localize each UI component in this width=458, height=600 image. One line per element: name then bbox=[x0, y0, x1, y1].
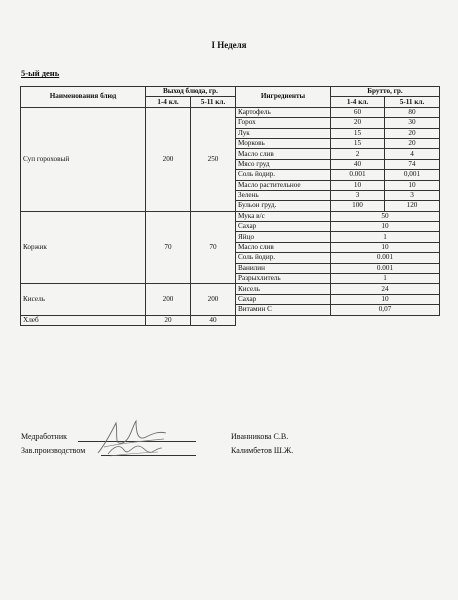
header-output: Выход блюда, гр. bbox=[146, 87, 236, 97]
ingredient-name: Масло растительное bbox=[236, 180, 331, 190]
dish-output-1-4: 200 bbox=[146, 284, 191, 315]
gross-5-11: 3 bbox=[385, 190, 440, 200]
page-title: I Неделя bbox=[211, 40, 247, 50]
handwritten-signature-production bbox=[104, 440, 164, 462]
gross-value: 0,07 bbox=[331, 305, 440, 315]
dish-output-5-11: 200 bbox=[191, 284, 236, 315]
ingredient-name: Ванилин bbox=[236, 263, 331, 273]
ingredient-name: Соль йодир. bbox=[236, 170, 331, 180]
ingredient-name: Кисель bbox=[236, 284, 331, 294]
ingredient-name: Сахар bbox=[236, 294, 331, 304]
gross-1-4: 20 bbox=[331, 118, 385, 128]
header-output-5-11: 5-11 кл. bbox=[191, 97, 236, 107]
ingredient-name: Масло слив bbox=[236, 242, 331, 252]
table-row bbox=[21, 107, 440, 117]
dish-output-5-11: 70 bbox=[191, 211, 236, 284]
gross-value: 0.001 bbox=[331, 253, 440, 263]
gross-5-11: 20 bbox=[385, 128, 440, 138]
menu-table-body bbox=[21, 107, 440, 325]
dish-name: Коржик bbox=[21, 211, 146, 284]
gross-1-4: 15 bbox=[331, 138, 385, 148]
header-gross: Брутто, гр. bbox=[331, 87, 440, 97]
gross-1-4: 40 bbox=[331, 159, 385, 169]
gross-value: 10 bbox=[331, 294, 440, 304]
signature-name-medical: Иванникова С.В. bbox=[231, 432, 289, 441]
header-ingredients: Ингредиенты bbox=[236, 87, 331, 108]
gross-value: 0.001 bbox=[331, 263, 440, 273]
gross-5-11: 30 bbox=[385, 118, 440, 128]
ingredient-name: Мука в/с bbox=[236, 211, 331, 221]
dish-name: Суп гороховый bbox=[21, 107, 146, 211]
gross-1-4: 3 bbox=[331, 190, 385, 200]
ingredient-name: Горох bbox=[236, 118, 331, 128]
header-gross-5-11: 5-11 кл. bbox=[385, 97, 440, 107]
ingredient-name: Мясо груд bbox=[236, 159, 331, 169]
signature-name-production: Калимбетов Ш.Ж. bbox=[231, 446, 294, 455]
dish-output-1-4: 200 bbox=[146, 107, 191, 211]
gross-1-4: 0.001 bbox=[331, 170, 385, 180]
ingredient-name: Картофель bbox=[236, 107, 331, 117]
ingredient-name: Соль йодир. bbox=[236, 253, 331, 263]
gross-value: 10 bbox=[331, 242, 440, 252]
dish-output-1-4: 70 bbox=[146, 211, 191, 284]
gross-5-11: 74 bbox=[385, 159, 440, 169]
gross-1-4: 10 bbox=[331, 180, 385, 190]
ingredient-name: Лук bbox=[236, 128, 331, 138]
gross-value: 1 bbox=[331, 274, 440, 284]
gross-value: 10 bbox=[331, 222, 440, 232]
day-label: 5-ый день bbox=[21, 68, 60, 78]
gross-5-11: 80 bbox=[385, 107, 440, 117]
ingredient-name: Сахар bbox=[236, 222, 331, 232]
gross-1-4: 100 bbox=[331, 201, 385, 211]
signature-role-medical: Медработник bbox=[21, 432, 67, 441]
header-output-1-4: 1-4 кл. bbox=[146, 97, 191, 107]
signature-role-production: Зав.производством bbox=[21, 446, 86, 455]
gross-5-11: 120 bbox=[385, 201, 440, 211]
ingredient-name: Разрыхлитель bbox=[236, 274, 331, 284]
dish-name: Кисель bbox=[21, 284, 146, 315]
dish-output-5-11: 40 bbox=[191, 315, 236, 325]
dish-output-5-11: 250 bbox=[191, 107, 236, 211]
table-row bbox=[21, 315, 440, 325]
table-row bbox=[21, 284, 440, 294]
gross-5-11: 20 bbox=[385, 138, 440, 148]
header-dish-name: Наименования блюд bbox=[21, 87, 146, 108]
ingredient-name: Морковь bbox=[236, 138, 331, 148]
gross-value: 1 bbox=[331, 232, 440, 242]
gross-value: 24 bbox=[331, 284, 440, 294]
table-row bbox=[21, 211, 440, 221]
header-gross-1-4: 1-4 кл. bbox=[331, 97, 385, 107]
gross-value: 50 bbox=[331, 211, 440, 221]
menu-table bbox=[20, 86, 440, 326]
gross-5-11: 0,001 bbox=[385, 170, 440, 180]
gross-5-11: 10 bbox=[385, 180, 440, 190]
gross-5-11: 4 bbox=[385, 149, 440, 159]
gross-1-4: 15 bbox=[331, 128, 385, 138]
ingredient-name: Витамин С bbox=[236, 305, 331, 315]
gross-1-4: 60 bbox=[331, 107, 385, 117]
dish-output-1-4: 20 bbox=[146, 315, 191, 325]
ingredient-name: Бульон груд. bbox=[236, 201, 331, 211]
dish-name: Хлеб bbox=[21, 315, 146, 325]
ingredient-name: Зелень bbox=[236, 190, 331, 200]
ingredient-name: Масло слив bbox=[236, 149, 331, 159]
gross-1-4: 2 bbox=[331, 149, 385, 159]
ingredient-name: Яйцо bbox=[236, 232, 331, 242]
